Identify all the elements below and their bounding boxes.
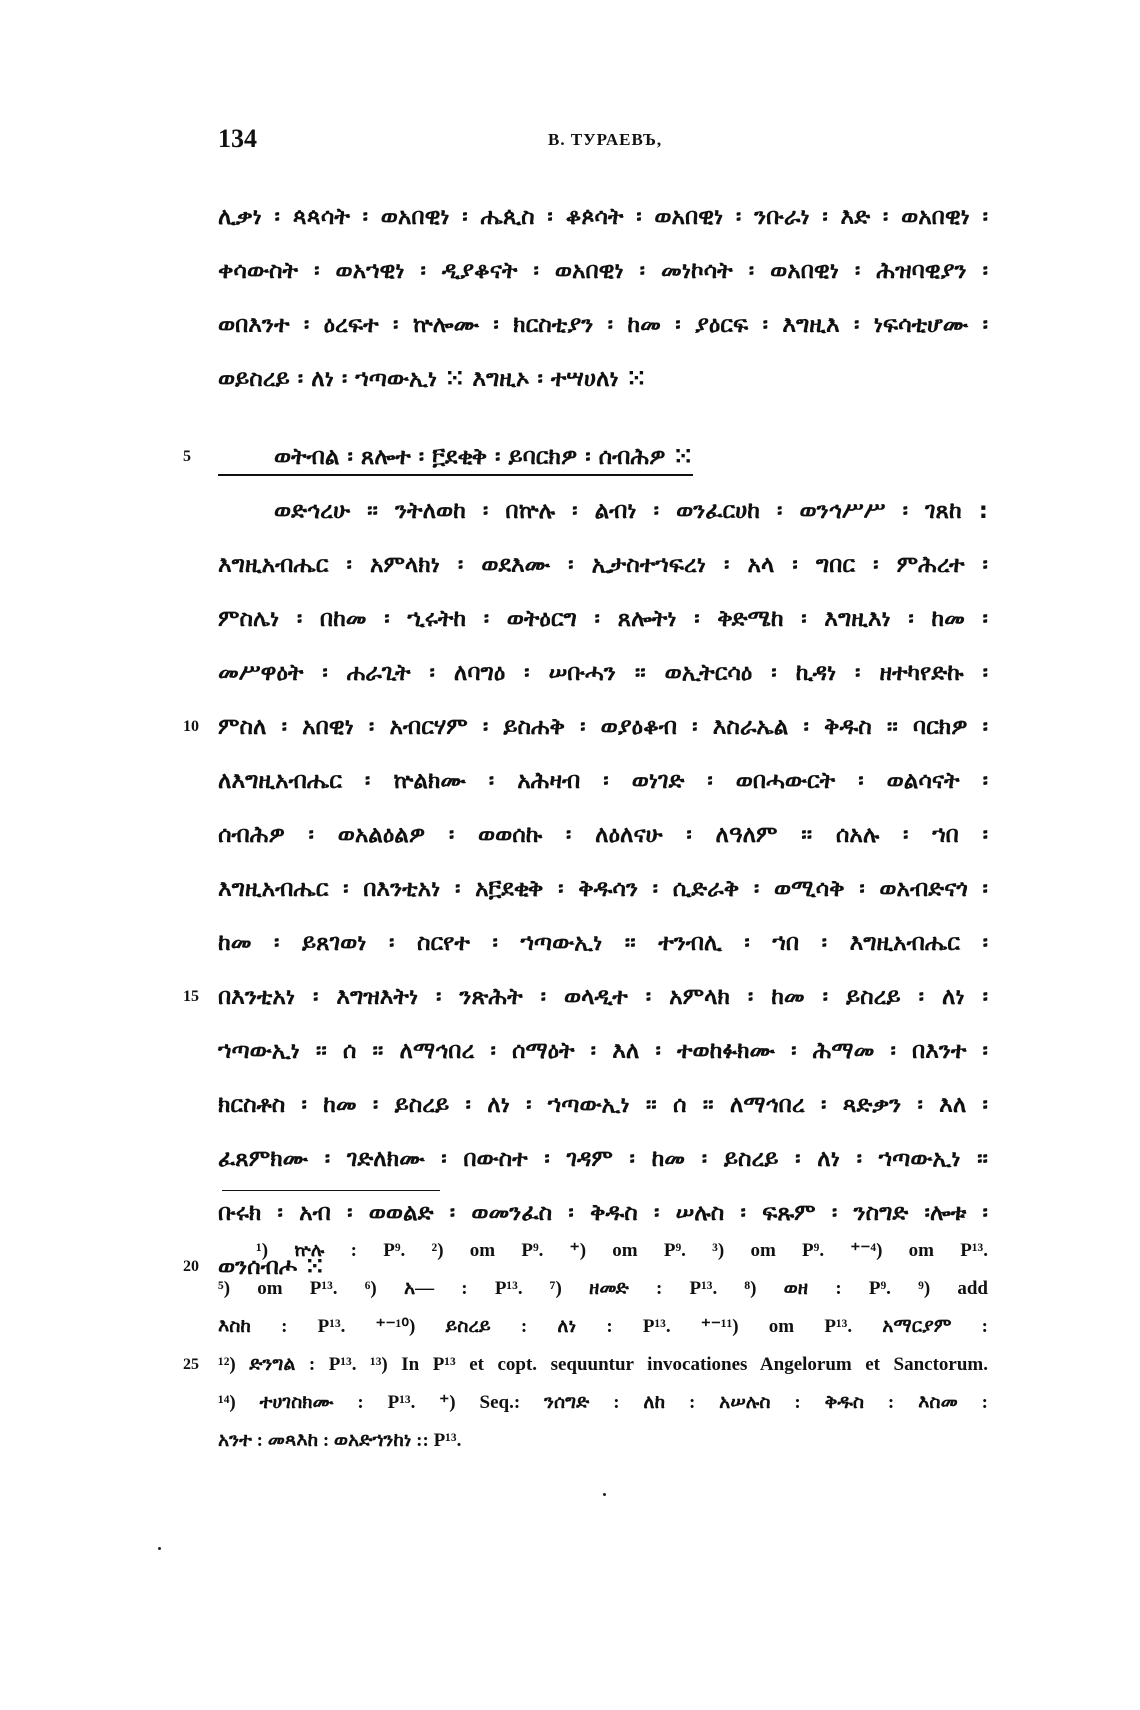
speck: [158, 1547, 161, 1550]
line-text: ቀሳውስት ፡ ወአኀዊነ ፡ ዲያቆናት ፡ ወአበዊነ ፡ መነኮሳት ፡ ወአበዊነ ፡ ሕዝባዊያን ፡: [218, 258, 988, 284]
line-text: እግዚአብሔር ፡ አምላክነ ፡ ወደእሙ ፡ ኢታስተኀፍረነ ፡ አላ ፡ ግበር ፡ ምሕረተ ፡: [218, 552, 988, 578]
line-text: ከመ ፡ ይጸገወነ ፡ ስርየተ ፡ ኀጣውኢነ ፡፡ ተንብሊ ፡ ኀበ ፡ እግዚአብሔር ፡: [218, 930, 988, 956]
paragraph-1: [218, 190, 988, 406]
line-number: 5: [183, 448, 191, 465]
footnote-rule: [222, 1190, 440, 1191]
footnote-text: ¹²) ድንግል : P¹³. ¹³) In P¹³ et copt. sequuntur invocationes Angelorum et Sanctorum.: [218, 1354, 988, 1375]
text-line: [183, 700, 988, 754]
line-text: ወንሰብሖ ⁙: [218, 1254, 325, 1280]
page-header: [218, 124, 988, 164]
page-number: 134: [218, 124, 257, 153]
line-text: ክርስቶስ ፡ ከመ ፡ ይስረይ ፡ ለነ ፡ ኀጣውኢነ ፡፡ ሰ ፡፡ ለማኅበረ ፡ ጻድቃን ፡ እለ ፡: [218, 1092, 988, 1118]
footnote-line: [218, 1308, 988, 1346]
line-text: ወይስረይ ፡ ለነ ፡ ኀጣውኢነ ⁙ እግዚኦ ፡ ተሣሀለነ ⁙: [218, 366, 646, 392]
line-number: 10: [183, 718, 199, 735]
footnote-text: አንተ : መጻእከ : ወአድኀንከነ :: P¹³.: [218, 1430, 462, 1451]
footnote-text: ¹⁴) ተሀገስክሙ : P¹³. ⁺) Seq.: ንሰግድ : ለከ : አሠሉስ : ቅዱስ : እስመ :: [218, 1392, 988, 1413]
running-head: B. ТУРАЕВЪ,: [548, 130, 663, 149]
line-text: ቡሩክ ፡ አብ ፡ ወወልድ ፡ ወመንፈስ ፡ ቅዱስ ፡ ሠሉስ ፡ ፍጹም ፡ ንስግድ ፡ሎቱ ፡: [218, 1200, 988, 1226]
footnote-line: [183, 1346, 988, 1384]
footnote-text: ⁵) om P¹³. ⁶) አ— : P¹³. ⁷) ዘመድ : P¹³. ⁸) ወዘ : P⁹. ⁹) add: [218, 1278, 988, 1299]
line-number: 25: [183, 1356, 199, 1373]
footnote-line: [218, 1232, 988, 1270]
line-text: እግዚአብሔር ፡ በእንቲአነ ፡ አ፫ደቂቅ ፡ ቅዱሳን ፡ ሲድራቅ ፡ ወሚሳቅ ፡ ወአብድናጎ ፡: [218, 876, 988, 902]
footnote-line: [218, 1270, 988, 1308]
line-text: ለእግዚአብሔር ፡ ኵልክሙ ፡ አሕዛብ ፡ ወነገድ ፡ ወበሓውርት ፡ ወልሳናት ፡: [218, 768, 988, 794]
text-line: [218, 1024, 988, 1078]
text-line: [218, 592, 988, 646]
text-line: [218, 190, 988, 244]
line-number: 20: [183, 1258, 199, 1275]
line-text: መሥዋዕት ፡ ሐራጊት ፡ ለባግዕ ፡ ሠቡሓን ፡፡ ወኢትርሳዕ ፡ ኪዳነ ፡ ዘተካየድኩ ፡: [218, 660, 988, 686]
line-text: ምስሌነ ፡ በከመ ፡ ኂሩትከ ፡ ወትዕርግ ፡ ጸሎትነ ፡ ቅድሜከ ፡ እግዚእነ ፡ ከመ ፡: [218, 606, 988, 632]
text-line: [218, 808, 988, 862]
text-line: [218, 538, 988, 592]
footnote-line: [218, 1422, 988, 1460]
section-heading: ወትብል ፡ ጸሎተ ፡ ፫ደቂቅ ፡ ይባርክዎ ፡ ሰብሕዎ ⁙: [218, 440, 693, 476]
footnote-text: እስከ : P¹³. ⁺⁻¹⁰) ይስረይ : ለነ : P¹³. ⁺⁻¹¹) om P¹³. አማርያም :: [218, 1316, 988, 1337]
line-text: ወበእንተ ፡ ዕረፍተ ፡ ኵሎሙ ፡ ክርስቲያን ፡ ከመ ፡ ያዕርፍ ፡ እግዚእ ፡ ነፍሳቲሆሙ ፡: [218, 312, 988, 338]
speck: [603, 1493, 606, 1496]
line-text: በእንቲአነ ፡ እግዝእትነ ፡ ንጽሕት ፡ ወላዲተ ፡ አምላክ ፡ ከመ ፡ ይስረይ ፡ ለነ ፡: [218, 984, 988, 1010]
body-text: [183, 190, 988, 1294]
text-line: [218, 1132, 988, 1186]
line-text: ወድኅረሁ ፡፡ ንትለወከ ፡ በኵሉ ፡ ልብነ ፡ ወንፈርሀከ ፡ ወንኅሥሥ ፡ ገጸከ :: [274, 498, 988, 524]
line-text: ሰብሕዎ ፡ ወአልዕልዎ ፡ ወወሰኩ ፡ ለዕለናሁ ፡ ለዓለም ፡፡ ሰአሉ ፡ ኀበ ፡: [218, 822, 988, 848]
paragraph-2: [183, 430, 988, 1294]
footnote-line: [218, 1384, 988, 1422]
line-text: ኀጣውኢነ ፡፡ ሰ ፡፡ ለማኅበረ ፡ ሰማዕት ፡ እለ ፡ ተወከፉክሙ ፡ ሕማመ ፡ በእንተ ፡: [218, 1038, 988, 1064]
text-line: [218, 484, 988, 538]
text-line: [218, 244, 988, 298]
text-line: [218, 298, 988, 352]
paragraph-gap: [218, 406, 988, 430]
line-text: ምስለ ፡ አበዊነ ፡ አብርሃም ፡ ይስሐቅ ፡ ወያዕቆብ ፡ እስራኤል ፡ ቅዱስ ፡፡ ባርክዎ ፡: [218, 714, 988, 740]
text-line: [218, 862, 988, 916]
line-number: 15: [183, 988, 199, 1005]
text-line: [218, 352, 988, 406]
line-text: ፈጸምክሙ ፡ ገድለክሙ ፡ በውስተ ፡ ገዳም ፡ ከመ ፡ ይስረይ ፡ ለነ ፡ ኀጣውኢነ ፡፡: [218, 1146, 988, 1172]
text-line: [218, 646, 988, 700]
text-line: [218, 754, 988, 808]
text-line: [218, 916, 988, 970]
footnote-text: ¹) ኵሉ : P⁹. ²) om P⁹. ⁺) om P⁹. ³) om P⁹. ⁺⁻⁴) om P¹³.: [256, 1240, 988, 1261]
section-heading-line: [183, 430, 988, 484]
line-text: ሊቃነ ፡ ጳጳሳት ፡ ወአበዊነ ፡ ሔጲስ ፡ ቆጶሳት ፡ ወአበዊነ ፡ ንቡራነ ፡ እድ ፡ ወአበዊነ ፡: [218, 204, 988, 230]
text-line: [183, 970, 988, 1024]
text-line: [218, 1078, 988, 1132]
